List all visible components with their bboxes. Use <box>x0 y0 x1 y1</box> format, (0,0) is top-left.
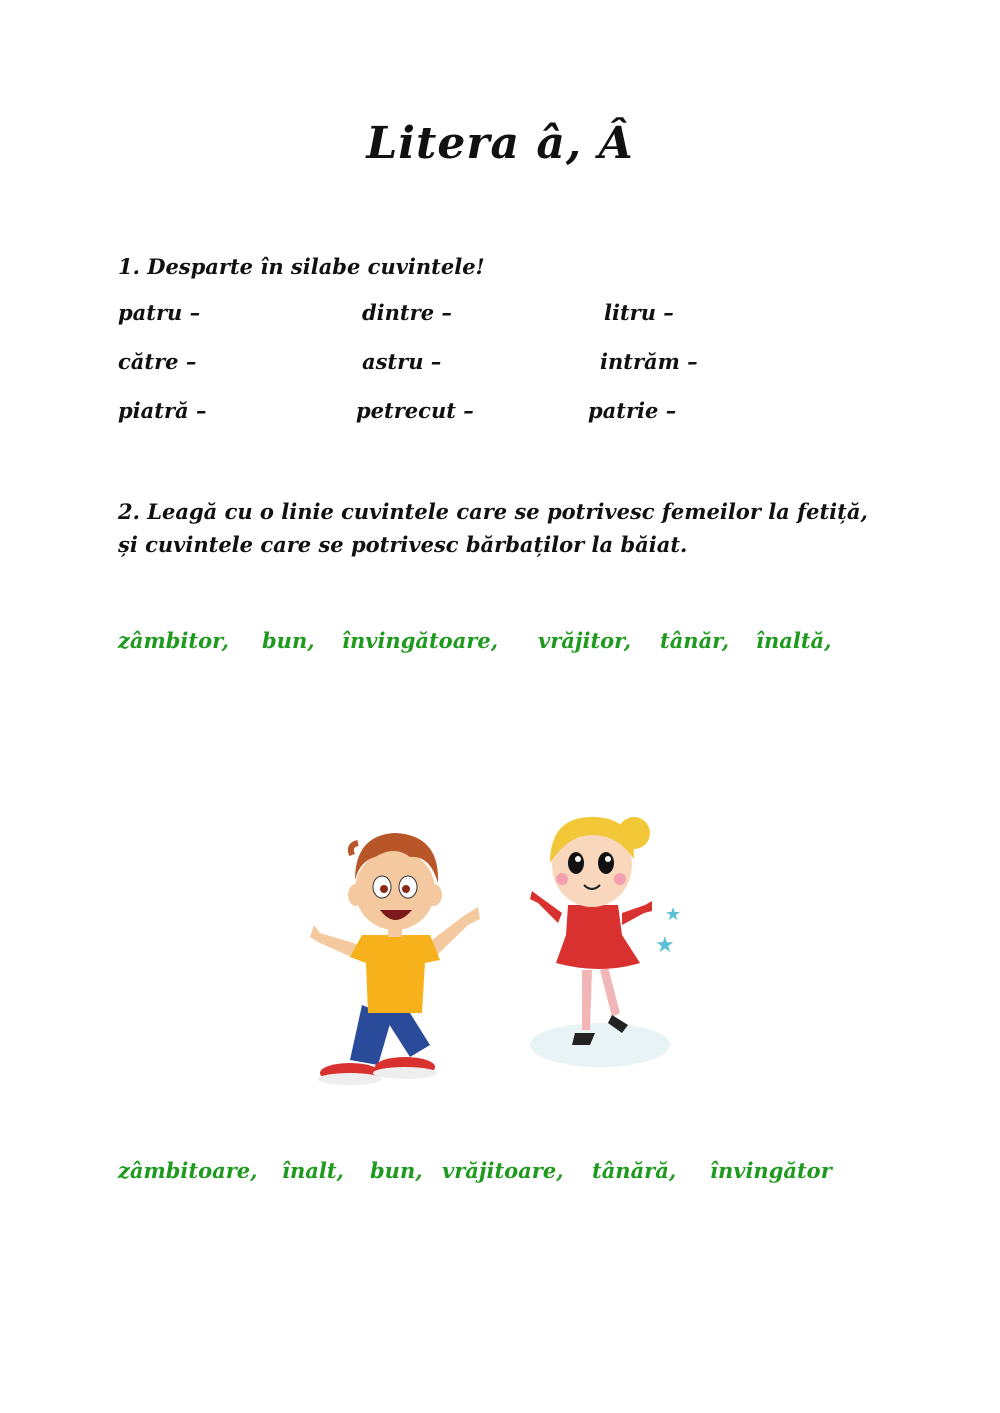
syllable-word: piatră – <box>118 398 207 423</box>
match-word[interactable]: tânără, <box>592 1158 677 1183</box>
exercise2-instruction-line1: 2. Leagă cu o linie cuvintele care se potrivesc femeilor la fetiță, <box>118 499 868 524</box>
syllable-word: dintre – <box>362 300 452 325</box>
svg-text:★: ★ <box>665 904 682 925</box>
match-word[interactable]: tânăr, <box>660 628 730 653</box>
match-word[interactable]: învingătoare, <box>342 628 499 653</box>
syllable-word: litru – <box>604 300 674 325</box>
exercise2-instruction-line2: și cuvintele care se potrivesc bărbaților la băiat. <box>118 532 688 557</box>
match-word[interactable]: zâmbitor, <box>118 628 229 653</box>
match-word[interactable]: vrăjitoare, <box>442 1158 564 1183</box>
exercise1-instruction: 1. Desparte în silabe cuvintele! <box>118 254 485 279</box>
syllable-word: către – <box>118 349 197 374</box>
boy-girl-illustration <box>300 795 700 1095</box>
page-title: Litera â, Â <box>366 118 634 169</box>
girl-figure[interactable] <box>530 817 681 1067</box>
match-word[interactable]: vrăjitor, <box>538 628 632 653</box>
match-word[interactable]: zâmbitoare, <box>118 1158 258 1183</box>
match-word[interactable]: bun, <box>370 1158 423 1183</box>
match-word[interactable]: înalt, <box>282 1158 344 1183</box>
svg-text:★: ★ <box>655 933 675 958</box>
match-word[interactable]: învingător <box>710 1158 832 1183</box>
boy-figure[interactable] <box>310 833 480 1085</box>
syllable-word: astru – <box>362 349 442 374</box>
syllable-word: patrie – <box>588 398 677 423</box>
match-word[interactable]: bun, <box>262 628 315 653</box>
syllable-word: patru – <box>118 300 201 325</box>
syllable-word: petrecut – <box>356 398 474 423</box>
syllable-word: intrăm – <box>600 349 698 374</box>
match-word[interactable]: înaltă, <box>756 628 832 653</box>
